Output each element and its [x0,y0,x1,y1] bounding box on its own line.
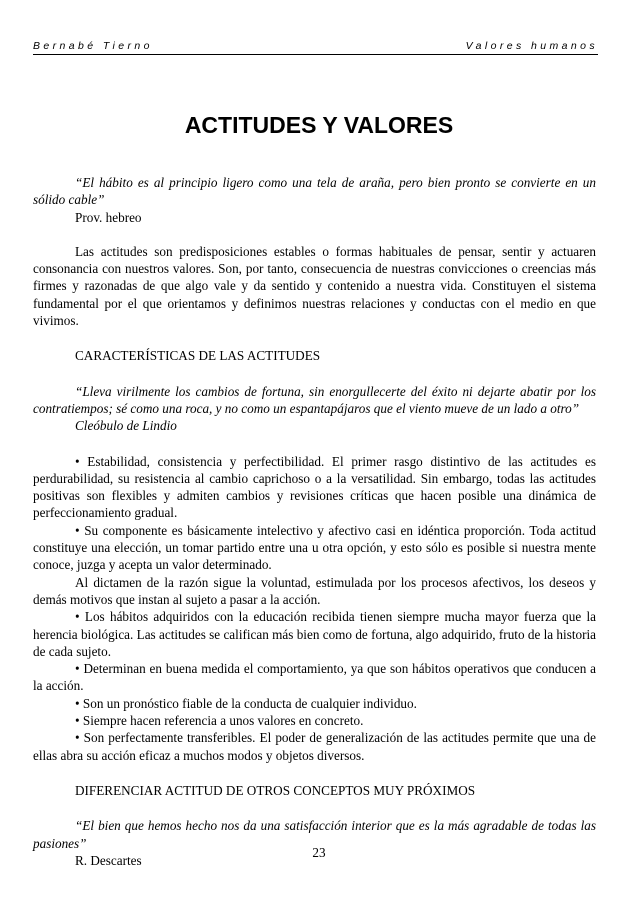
section-quote: “El bien que hemos hecho nos da una satisfacción interior que es la más agradable de todas las pasiones” [33,818,596,851]
header-book-title: Valores humanos [465,40,598,52]
list-item: • Siempre hacen referencia a unos valores en concreto. [75,713,364,729]
section-heading-concepts: DIFERENCIAR ACTITUD DE OTROS CONCEPTOS MUY PRÓXIMOS [75,782,476,798]
list-item: • Los hábitos adquiridos con la educación recibida tienen siempre mucha mayor fuerza que la herencia biológica. Las actitudes se califican más bien como de fortuna, algo adquirido, fruto de la historia de cada sujeto. [33,609,596,659]
intro-paragraph: Las actitudes son predisposiciones estables o formas habituales de pensar, sentir y actuaren consonancia con nuestros valores. Son, por tanto, consecuencia de nuestras convicciones o creencias más firmes y razonadas de que algo vale y da sentido y contenido a nuestra vida. Constituyen el sistema fundamental por el que orientamos y definimos nuestras relaciones y conductas con el medio en que vivimos. [33,243,596,329]
section-quote-source: Cleóbulo de Lindio [75,418,177,434]
section-heading-characteristics: CARACTERÍSTICAS DE LAS ACTITUDES [75,348,321,364]
header-author: Bernabé Tierno [33,40,153,52]
page-title: ACTITUDES Y VALORES [184,112,454,138]
page-number: 23 [312,845,326,860]
epigraph-source: Prov. hebreo [75,209,142,225]
section-quote: “Lleva virilmente los cambios de fortuna, sin enorgullecerte del éxito ni dejarte abatir por los contratiempos; sé como una roca, y no como un espantapájaros que el viento mueve de un lado a otro” [33,383,596,416]
running-header [33,38,598,55]
list-item: • Estabilidad, consistencia y perfectibilidad. El primer rasgo distintivo de las actitudes es perdurabilidad, su resistencia al cambio caprichoso o a la versatilidad. Sin embargo, todas las actitudes positivas son flexibles y admiten cambios y revisiones críticas que hacen posible una dinámica de perfeccionamiento gradual. [33,453,596,521]
list-item: • Son un pronóstico fiable de la conducta de cualquier individuo. [75,695,417,711]
list-item: Al dictamen de la razón sigue la voluntad, estimulada por los procesos afectivos, los deseos y demás motivos que instan al sujeto a pasar a la acción. [33,574,596,607]
document-body [33,174,596,869]
list-item: • Su componente es básicamente intelectivo y afectivo casi en idéntica proporción. Toda actitud constituye una elección, un tomar partido entre una u otra opción, y esto sólo es posible si nuestra mente conoce, juzga y acepta un valor determinado. [33,522,596,573]
epigraph-quote: “El hábito es al principio ligero como una tela de araña, pero bien pronto se convierte en un sólido cable” [33,175,596,208]
section-quote-source: R. Descartes [75,852,142,868]
list-item: • Son perfectamente transferibles. El poder de generalización de las actitudes permite que una de ellas abra su acción eficaz a muchos modos y objetos diversos. [33,730,596,763]
list-item: • Determinan en buena medida el comportamiento, ya que son hábitos operativos que conducen a la acción. [33,661,596,694]
